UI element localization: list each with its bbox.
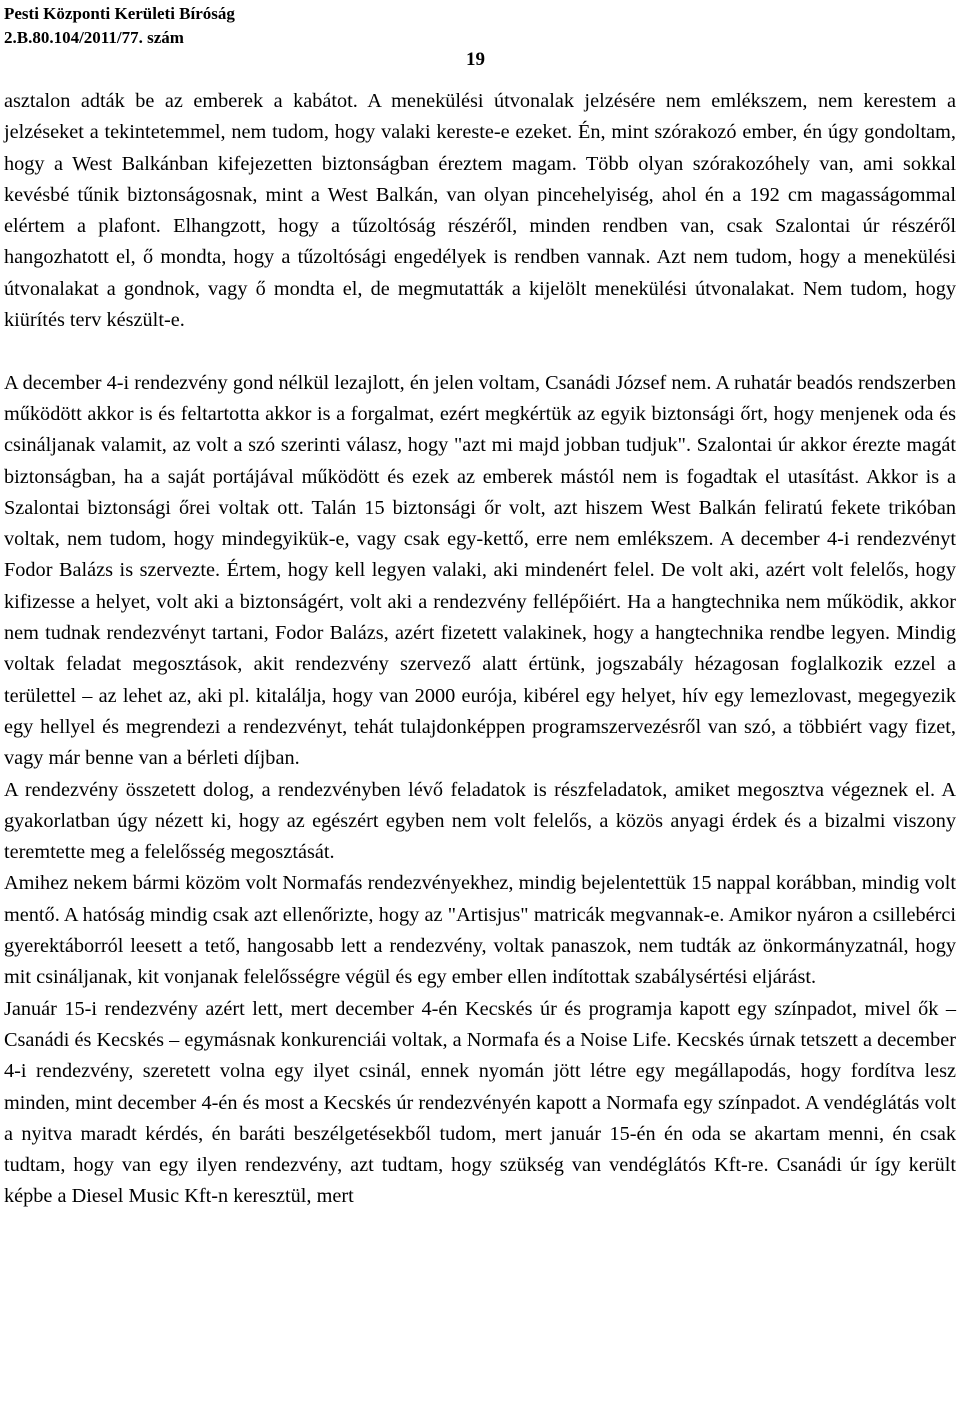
- paragraph: A rendezvény összetett dolog, a rendezvényben lévő feladatok is részfeladatok, amiket megosztva végeznek el. A gyakorlatban úgy nézett ki, hogy az egészért egyben nem volt felelős, a közös anyagi érdek és a bizalmi viszony teremtette meg a felelősség megosztását.: [4, 778, 956, 864]
- court-name: Pesti Központi Kerületi Bíróság: [4, 4, 235, 23]
- document-header: [4, 2, 235, 50]
- paragraph: A december 4-i rendezvény gond nélkül lezajlott, én jelen voltam, Csanádi József nem. A ruhatár beadós rendszerben működött akkor is és feltartotta akkor is a forgalmat, ezért megkértük az egyik biztonsági őrt, hogy menjenek oda és csináljanak valamit, az volt a szó szerinti válasz, hogy "azt mi majd jobban tudjuk". Szalontai úr akkor érezte magát biztonságban, ha a saját portájával működött és ezek az emberek mástól nem is fogadtak el utasítást. Akkor is a Szalontai biztonsági őrei voltak ott. Talán 15 biztonsági őr volt, azt hiszem West Balkán feliratú fekete trikóban voltak, nem tudom, hogy mindegyikük-e, vagy csak egy-kettő, erre nem emlékszem. A december 4-i rendezvényt Fodor Balázs is szervezte. Értem, hogy kell legyen valaki, aki mindenért felel. De volt aki, azért volt felelős, hogy kifizesse a helyet, volt aki a biztonságért, volt aki a rendezvény fellépőiért. Ha a hangtechnika nem működik, akkor nem tudnak rendezvényt tartani, Fodor Balázs, azért fizetett valakinek, hogy a hangtechnika rendbe legyen. Mindig voltak feladat megosztások, akit rendezvény szervező alatt értünk, jogszabály hézagosan foglalkozik ezzel a területtel – az lehet az, aki pl. kitalálja, hogy van 2000 eurója, kibérel egy helyet, hív egy lemezlovast, megegyezik egy hellyel és megrendezi a rendezvényt, tehát tulajdonképpen programszervezésről van szó, a többiért vagy fizet, vagy már benne van a bérleti díjban.: [4, 371, 956, 770]
- case-number: 2.B.80.104/2011/77. szám: [4, 28, 184, 47]
- document-body: [4, 86, 956, 1213]
- page-number: 19: [466, 49, 485, 70]
- paragraph: asztalon adták be az emberek a kabátot. A menekülési útvonalak jelzésére nem emlékszem, nem kerestem a jelzéseket a tekintetemmel, nem tudom, hogy valaki kereste-e ezeket. Én, mint szórakozó ember, én úgy gondoltam, hogy a West Balkánban kifejezetten biztonságban éreztem magam. Több olyan szórakozóhely van, ami sokkal kevésbé tűnik biztonságosnak, mint a West Balkán, van olyan pincehelyiség, ahol én a 192 cm magasságommal elértem a plafont. Elhangzott, hogy a tűzoltóság részéről, minden rendben van, csak Szalontai úr részéről hangozhatott el, ő mondta, hogy a tűzoltósági engedélyek is rendben vannak. Azt nem tudom, hogy a menekülési útvonalakat a gondnok, vagy ő mondta el, de megmutatták a kijelölt menekülési útvonalakat. Nem tudom, hogy kiürítés terv készült-e.: [4, 90, 956, 332]
- paragraph: Amihez nekem bármi közöm volt Normafás rendezvényekhez, mindig bejelentettük 15 nappal korábban, mindig volt mentő. A hatóság mindig csak azt ellenőrizte, hogy az "Artisjus" matricák megvannak-e. Amikor nyáron a csillebérci gyerektáborról leesett a tető, hangosabb lett a rendezvény, voltak panaszok, nem tudták az önkormányzatnál, hogy mit csináljanak, kit vonjanak felelősségre végül és egy ember ellen indítottak szabálysértési eljárást.: [4, 872, 956, 989]
- paragraph: Január 15-i rendezvény azért lett, mert december 4-én Kecskés úr és programja kapott egy színpadot, mivel ők – Csanádi és Kecskés – egymásnak konkurenciái voltak, a Normafa és a Noise Life. Kecskés úrnak tetszett a december 4-i rendezvény, szeretett volna egy ilyet csinál, ennek nyomán jött létre egy megállapodás, hogy fordítva lesz minden, mint december 4-én és most a Kecskés úr rendezvényén kapott a Normafa egy színpadot. A vendéglátás volt a nyitva maradt kérdés, én baráti beszélgetésekből tudom, mert január 15-én én oda se akartam menni, én csak tudtam, hogy van egy ilyen rendezvény, azt tudtam, hogy szükség van vendéglátós Kft-re. Csanádi úr így került képbe a Diesel Music Kft-n keresztül, mert: [4, 997, 956, 1208]
